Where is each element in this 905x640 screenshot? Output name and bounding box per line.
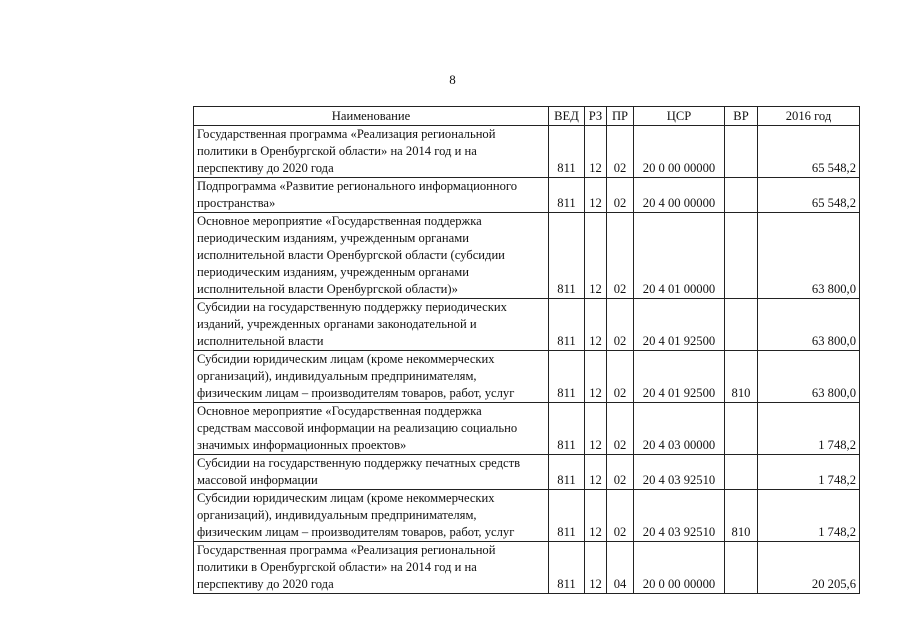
table-header-row: [194, 107, 860, 126]
row-name-line: Субсидии на государственную поддержку периодических: [197, 300, 507, 314]
row-vr: [725, 403, 758, 455]
row-name-cell: [194, 455, 549, 490]
row-name-line: Субсидии юридическим лицам (кроме некоммерческих: [197, 352, 495, 366]
row-vr: [725, 213, 758, 299]
row-vr: 810: [725, 351, 758, 403]
row-csr: 20 4 03 00000: [634, 403, 725, 455]
row-amount: 65 548,2: [758, 178, 860, 213]
row-name-line: Основное мероприятие «Государственная поддержка: [197, 404, 482, 418]
header-name: Наименование: [194, 107, 549, 126]
row-name-cell: [194, 351, 549, 403]
row-name-cell: [194, 542, 549, 594]
row-ved: 811: [549, 213, 585, 299]
row-pr: 02: [607, 351, 634, 403]
row-vr: 810: [725, 490, 758, 542]
row-name-line: исполнительной власти: [197, 334, 324, 348]
row-name-line: исполнительной власти Оренбургской области)»: [197, 282, 458, 296]
table-row: [194, 213, 860, 299]
row-pr: 02: [607, 490, 634, 542]
row-csr: 20 0 00 00000: [634, 542, 725, 594]
header-csr: ЦСР: [634, 107, 725, 126]
row-name-line: политики в Оренбургской области» на 2014 год и на: [197, 144, 477, 158]
row-csr: 20 0 00 00000: [634, 126, 725, 178]
row-vr: [725, 178, 758, 213]
header-rz: РЗ: [585, 107, 607, 126]
row-csr: 20 4 01 92500: [634, 351, 725, 403]
table-row: [194, 299, 860, 351]
row-amount: 63 800,0: [758, 299, 860, 351]
row-name-line: исполнительной власти Оренбургской области (субсидии: [197, 248, 505, 262]
row-vr: [725, 455, 758, 490]
row-name-line: периодическим изданиям, учрежденным органами: [197, 231, 469, 245]
row-amount: 1 748,2: [758, 490, 860, 542]
row-ved: 811: [549, 455, 585, 490]
row-rz: 12: [585, 542, 607, 594]
row-csr: 20 4 01 92500: [634, 299, 725, 351]
header-year: 2016 год: [758, 107, 860, 126]
header-pr: ПР: [607, 107, 634, 126]
table-body: [194, 126, 860, 594]
row-name-cell: [194, 299, 549, 351]
row-pr: 02: [607, 213, 634, 299]
row-amount: 20 205,6: [758, 542, 860, 594]
row-amount: 1 748,2: [758, 403, 860, 455]
table-row: [194, 403, 860, 455]
row-ved: 811: [549, 490, 585, 542]
row-pr: 02: [607, 126, 634, 178]
row-name-line: физическим лицам – производителям товаров, работ, услуг: [197, 386, 515, 400]
row-pr: 02: [607, 403, 634, 455]
table-row: [194, 178, 860, 213]
row-vr: [725, 299, 758, 351]
row-name-line: организаций), индивидуальным предпринимателям,: [197, 369, 477, 383]
row-vr: [725, 542, 758, 594]
row-name-line: массовой информации: [197, 473, 318, 487]
row-rz: 12: [585, 126, 607, 178]
row-amount: 63 800,0: [758, 213, 860, 299]
row-name-cell: [194, 178, 549, 213]
row-rz: 12: [585, 213, 607, 299]
table-row: [194, 490, 860, 542]
row-vr: [725, 126, 758, 178]
row-name-line: перспективу до 2020 года: [197, 161, 334, 175]
row-ved: 811: [549, 403, 585, 455]
header-ved: ВЕД: [549, 107, 585, 126]
row-csr: 20 4 00 00000: [634, 178, 725, 213]
row-amount: 1 748,2: [758, 455, 860, 490]
row-name-line: Субсидии юридическим лицам (кроме некоммерческих: [197, 491, 495, 505]
row-name-cell: [194, 403, 549, 455]
row-ved: 811: [549, 126, 585, 178]
header-vr: ВР: [725, 107, 758, 126]
row-name-line: Основное мероприятие «Государственная поддержка: [197, 214, 482, 228]
row-name-line: пространства»: [197, 196, 276, 210]
row-amount: 65 548,2: [758, 126, 860, 178]
row-ved: 811: [549, 299, 585, 351]
row-name-line: политики в Оренбургской области» на 2014 год и на: [197, 560, 477, 574]
row-name-line: Государственная программа «Реализация региональной: [197, 543, 496, 557]
row-rz: 12: [585, 178, 607, 213]
row-amount: 63 800,0: [758, 351, 860, 403]
row-name-line: значимых информационных проектов»: [197, 438, 407, 452]
row-name-cell: [194, 126, 549, 178]
row-rz: 12: [585, 299, 607, 351]
row-name-line: физическим лицам – производителям товаров, работ, услуг: [197, 525, 515, 539]
row-name-line: Государственная программа «Реализация региональной: [197, 127, 496, 141]
row-name-line: Субсидии на государственную поддержку печатных средств: [197, 456, 521, 470]
row-name-cell: [194, 213, 549, 299]
row-name-line: организаций), индивидуальным предпринимателям,: [197, 508, 477, 522]
row-pr: 02: [607, 455, 634, 490]
row-rz: 12: [585, 403, 607, 455]
row-csr: 20 4 03 92510: [634, 455, 725, 490]
table-row: [194, 455, 860, 490]
row-pr: 02: [607, 299, 634, 351]
table-row: [194, 351, 860, 403]
row-pr: 04: [607, 542, 634, 594]
table-row: [194, 126, 860, 178]
row-ved: 811: [549, 351, 585, 403]
row-name-line: средствам массовой информации на реализацию социально: [197, 421, 518, 435]
row-csr: 20 4 01 00000: [634, 213, 725, 299]
row-rz: 12: [585, 490, 607, 542]
row-name-line: перспективу до 2020 года: [197, 577, 334, 591]
row-name-line: изданий, учрежденных органами законодательной и: [197, 317, 477, 331]
page-number: 8: [449, 72, 456, 87]
row-name-line: периодическим изданиям, учрежденным органами: [197, 265, 469, 279]
row-rz: 12: [585, 455, 607, 490]
row-csr: 20 4 03 92510: [634, 490, 725, 542]
table-row: [194, 542, 860, 594]
row-name-line: Подпрограмма «Развитие регионального информационного: [197, 179, 518, 193]
row-pr: 02: [607, 178, 634, 213]
row-rz: 12: [585, 351, 607, 403]
row-ved: 811: [549, 178, 585, 213]
row-ved: 811: [549, 542, 585, 594]
budget-table: [193, 106, 860, 594]
row-name-cell: [194, 490, 549, 542]
